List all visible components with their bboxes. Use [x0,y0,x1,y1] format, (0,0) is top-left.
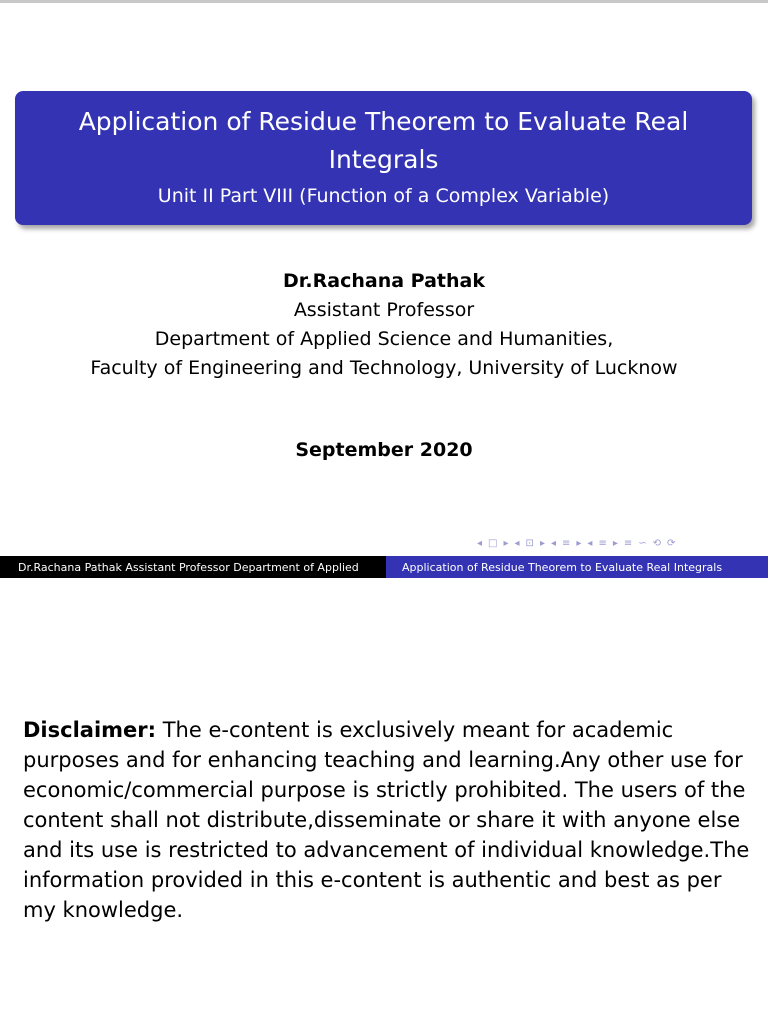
nav-doc-icon[interactable]: ≡ [598,538,607,549]
disclaimer-paragraph [23,715,753,925]
nav-prev-frame-icon[interactable]: ◂ [477,538,483,549]
disclaimer-text: The e-content is exclusively meant for academic purposes and for enhancing teaching and learning.Any other use for economic/commercial purpose is strictly prohibited. The users of the content shall not distribute,disseminate or share it with anyone else and its use is restricted to advancement of individual knowledge.The information provided in this e-content is authentic and best as per my knowledge. [23,718,750,922]
nav-next-doc-icon[interactable]: ▸ [612,538,618,549]
nav-back-icon[interactable]: ⟲ [652,538,662,549]
nav-section-icon[interactable]: ≡ [562,538,571,549]
slide-subtitle: Unit II Part VIII (Function of a Complex Variable) [157,185,610,207]
disclaimer-label: Disclaimer: [23,718,157,742]
nav-next-section-icon[interactable]: ▸ [576,538,582,549]
nav-next-subsection-icon[interactable]: ▸ [539,538,545,549]
footer-author: Dr.Rachana Pathak Assistant Professor Department of Applied [0,556,386,579]
nav-prev-doc-icon[interactable]: ◂ [587,538,593,549]
presentation-date: September 2020 [295,439,473,461]
author-block [0,267,768,383]
title-box [15,91,752,225]
nav-subsection-icon[interactable]: ⊡ [525,538,534,549]
disclaimer-slide [0,578,768,1024]
title-line-2: Integrals [328,145,439,174]
slide-title [25,103,742,179]
footer-title: Application of Residue Theorem to Evaluate Real Integrals [386,556,768,579]
title-line-1: Application of Residue Theorem to Evaluate Real [78,107,689,136]
nav-menu-icon[interactable]: ≡ [623,538,633,549]
author-position: Assistant Professor [293,299,475,321]
nav-search-icon[interactable]: ∽ [638,538,647,549]
beamer-navigation [477,537,765,551]
author-faculty: Faculty of Engineering and Technology, University of Lucknow [90,357,678,379]
title-slide [0,3,768,578]
nav-prev-subsection-icon[interactable]: ◂ [514,538,520,549]
nav-forward-icon[interactable]: ⟳ [667,538,676,549]
author-name: Dr.Rachana Pathak [283,270,485,292]
nav-prev-section-icon[interactable]: ◂ [550,538,556,549]
nav-frame-icon[interactable]: □ [488,538,498,549]
slide-footer [0,556,768,579]
author-department: Department of Applied Science and Humanities, [154,328,614,350]
nav-next-frame-icon[interactable]: ▸ [503,538,509,549]
